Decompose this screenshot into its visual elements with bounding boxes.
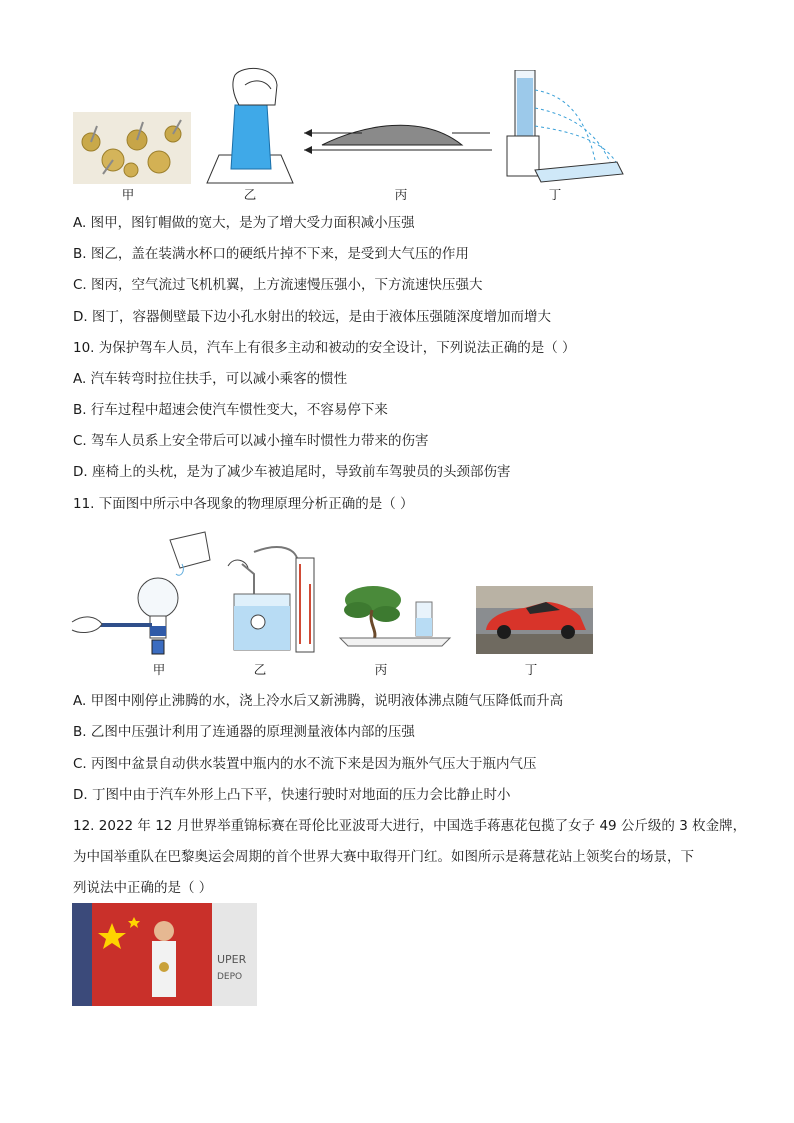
- red-car-photo: [476, 586, 593, 654]
- caption-jia: 甲: [121, 187, 135, 202]
- q10-option-a: A. 汽车转弯时拉住扶手，可以减小乘客的惯性: [73, 371, 348, 387]
- svg-text:DEPO: DEPO: [217, 972, 243, 982]
- q9-option-d: D. 图丁，容器侧壁最下边小孔水射出的较远，是由于液体压强随深度增加而增大: [73, 309, 551, 325]
- fig2-caption-bing: 丙: [374, 662, 388, 677]
- inverted-cup-illustration: [205, 65, 300, 185]
- fig2-caption-jia: 甲: [152, 662, 166, 677]
- q11-option-b: B. 乙图中压强计利用了连通器的原理测量液体内部的压强: [73, 724, 415, 740]
- q10-option-b: B. 行车过程中超速会使汽车惯性变大，不容易停下来: [73, 402, 388, 418]
- q9-option-c: C. 图丙，空气流过飞机机翼，上方流速慢压强小，下方流速快压强大: [73, 277, 483, 293]
- q11-stem: 11. 下面图中所示中各现象的物理原理分析正确的是（ ）: [73, 496, 414, 512]
- podium-illustration: [72, 903, 257, 1006]
- q10-stem: 10. 为保护驾车人员，汽车上有很多主动和被动的安全设计，下列说法正确的是（ ）: [73, 340, 576, 356]
- q12-line-2: 为中国举重队在巴黎奥运会周期的首个世界大赛中取得开门红。如图所示是蒋慧花站上领奖台的场景，下: [73, 849, 694, 865]
- q12-line-3: 列说法中正确的是（ ）: [73, 880, 213, 896]
- q11-option-a: A. 甲图中刚停止沸腾的水，浇上冷水后又新沸腾，说明液体沸点随气压降低而升高: [73, 693, 564, 709]
- q10-option-c: C. 驾车人员系上安全带后可以减小撞车时惯性力带来的伤害: [73, 433, 429, 449]
- airfoil-illustration: [302, 115, 492, 165]
- fig2-caption-ding: 丁: [524, 662, 538, 677]
- q11-option-c: C. 丙图中盆景自动供水装置中瓶内的水不流下来是因为瓶外气压大于瓶内气压: [73, 756, 537, 772]
- caption-yi: 乙: [243, 187, 257, 202]
- q12-line-1: 12. 2022 年 12 月世界举重锦标赛在哥伦比亚波哥大进行，中国选手蒋惠花包揽了女子 49 公斤级的 3 枚金牌，: [73, 818, 747, 834]
- caption-ding: 丁: [548, 187, 562, 202]
- figure-row-1: [70, 60, 630, 210]
- thumbtacks-photo: [73, 112, 191, 184]
- pressure-gauge-illustration: [220, 544, 330, 654]
- bonsai-illustration: [338, 580, 458, 650]
- svg-text:UPER: UPER: [217, 953, 247, 966]
- podium-photo: [72, 903, 257, 1006]
- thumbtacks-illustration: [73, 112, 191, 184]
- boiling-flask-illustration: [70, 530, 220, 658]
- fig2-caption-yi: 乙: [253, 662, 267, 677]
- red-car-illustration: [476, 586, 593, 654]
- q11-option-d: D. 丁图中由于汽车外形上凸下平，快速行驶时对地面的压力会比静止时小: [73, 787, 511, 803]
- q10-option-d: D. 座椅上的头枕，是为了减少车被追尾时，导致前车驾驶员的头颈部伤害: [73, 464, 511, 480]
- q9-option-a: A. 图甲，图钉帽做的宽大，是为了增大受力面积减小压强: [73, 215, 415, 231]
- caption-bing: 丙: [394, 187, 408, 202]
- q9-option-b: B. 图乙，盖在装满水杯口的硬纸片掉不下来，是受到大气压的作用: [73, 246, 469, 262]
- figure-row-2: [70, 530, 610, 680]
- water-container-illustration: [505, 70, 625, 185]
